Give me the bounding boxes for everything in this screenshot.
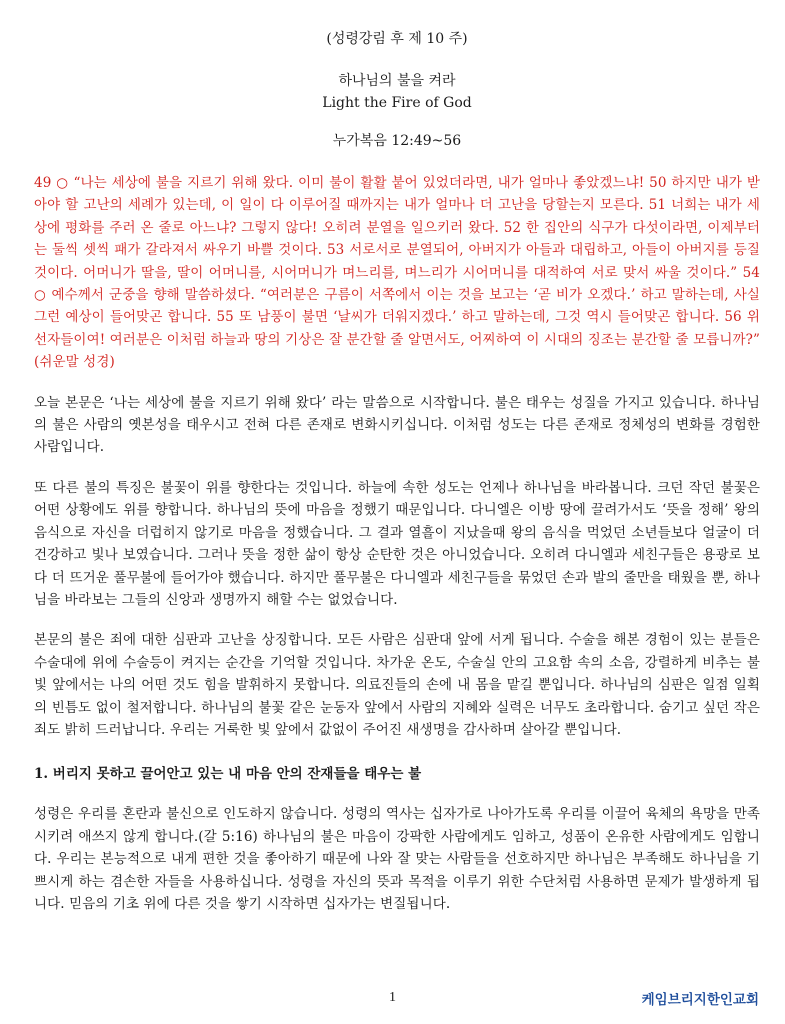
section-paragraph: 성령은 우리를 혼란과 불신으로 인도하지 않습니다. 성령의 역사는 십자가로 나아가도록 우리를 이끌어 육체의 욕망을 만족시키려 애쓰지 않게 합니다.(갈 5:16) 하나님의 불은 마음이 강팍한 사람에게도 임하고, 성품이 온유한 사람에게도 임합니다. 우리는 본능적으로 내게 편한 것을 좋아하기 때문에 나와 잘 맞는 사람들을 선호하지만 하나님은 부족해도 하나님을 기쁘시게 하는 겸손한 자들을 사용하십니다. 성령을 자신의 뜻과 목적을 이루기 위한 수단처럼 사용하면 문제가 발생하게 됩니다. 믿음의 기초 위에 다른 것을 쌓기 시작하면 십자가는 변질됩니다. [34,806,760,912]
church-name: 케임브리지한인교회 [641,992,759,1008]
section-heading: 1. 버리지 못하고 끌어안고 있는 내 마음 안의 잔재들을 태우는 불 [34,766,422,783]
page-number: 1 [389,990,396,1005]
scripture-passage: 49 ○ “나는 세상에 불을 지르기 위해 왔다. 이미 불이 활활 붙어 있었더라면, 내가 얼마나 좋았겠느냐! 50 하지만 내가 받아야 할 고난의 세례가 있는데, 이 일이 다 이루어질 때까지는 내가 얼마나 더 고난을 당할는지 모른다. 51 너희는 내가 세상에 평화를 주러 온 줄로 아느냐? 그렇지 않다! 오히려 분열을 일으키러 왔다. 52 한 집안의 식구가 다섯이라면, 이제부터는 둘씩 셋씩 패가 갈라져서 싸우기 바쁠 것이다. 53 서로서로 분열되어, 아버지가 아들과 대립하고, 아들이 아버지를 등질 것이다. 어머니가 딸을, 딸이 어머니를, 시어머니가 며느리를, 며느리가 시어머니를 대적하여 서로 맞서 싸울 것이다.” 54 ○ 예수께서 군중을 향해 말씀하셨다. “여러분은 구름이 서쪽에서 이는 것을 보고는 ‘곧 비가 오겠다.’ 하고 말하는데, 사실 그런 예상이 들어맞곤 합니다. 55 또 남풍이 불면 ‘날씨가 더워지겠다.’ 하고 말하는데, 그것 역시 들어맞곤 합니다. 56 위선자들이여! 여러분은 이처럼 하늘과 땅의 기상은 잘 분간할 줄 알면서도, 어찌하여 이 시대의 징조는 분간할 줄 모릅니까?” (쉬운말 성경) [34,175,760,371]
liturgical-season: (성령강림 후 제 10 주) [326,31,468,47]
sermon-title-english: Light the Fire of God [322,95,472,111]
sermon-title-korean: 하나님의 불을 켜라 [338,73,456,89]
sermon-title-block [34,70,760,114]
document-page [34,0,760,915]
sermon-paragraph: 또 다른 불의 특징은 불꽃이 위를 향한다는 것입니다. 하늘에 속한 성도는 언제나 하나님을 바라봅니다. 크던 작던 불꽃은 어떤 상황에도 위를 향합니다. 하나님의 뜻에 마음을 정했기 때문입니다. 다니엘은 이방 땅에 끌려가서도 ‘뜻을 정해’ 왕의 음식으로 자신을 더럽히지 않기로 마음을 정했습니다. 그 결과 열흘이 지났을때 왕의 음식을 먹었던 소년들보다 얼굴이 더 건강하고 빛나 보였습니다. 그러나 뜻을 정한 삶이 항상 순탄한 것은 아니었습니다. 오히려 다니엘과 세친구들은 용광로 보다 더 뜨거운 풀무불에 들어가야 했습니다. 하지만 풀무불은 다니엘과 세친구들을 묶었던 손과 발의 줄만을 태웠을 뿐, 하나님을 바라보는 그들의 신앙과 생명까지 해할 수는 없었습니다. [34,479,760,608]
sermon-paragraph: 오늘 본문은 ‘나는 세상에 불을 지르기 위해 왔다’ 라는 말씀으로 시작합니다. 불은 태우는 성질을 가지고 있습니다. 하나님의 불은 사람의 옛본성을 태우시고 전혀 다른 존재로 변화시키십니다. 이처럼 성도는 다른 존재로 정체성의 변화를 경험한 사람입니다. [34,394,760,456]
sermon-paragraph: 본문의 불은 죄에 대한 심판과 고난을 상징합니다. 모든 사람은 심판대 앞에 서게 됩니다. 수술을 해본 경험이 있는 분들은 수술대에 위에 수술등이 켜지는 순간을 기억할 것입니다. 차가운 온도, 수술실 안의 고요함 속의 소음, 강렬하게 비추는 불빛 앞에서는 나의 어떤 것도 힘을 발휘하지 못합니다. 의료진들의 손에 내 몸을 맡길 뿐입니다. 하나님의 심판은 일점 일획의 빈틈도 없이 철저합니다. 하나님의 불꽃 같은 눈동자 앞에서 사람의 지혜와 실력은 너무도 초라합니다. 숨기고 싶던 작은 죄도 밝히 드러납니다. 우리는 거룩한 빛 앞에서 값없이 주어진 새생명을 감사하며 살아갈 뿐입니다. [34,632,760,738]
scripture-reference: 누가복음 12:49~56 [332,133,462,149]
